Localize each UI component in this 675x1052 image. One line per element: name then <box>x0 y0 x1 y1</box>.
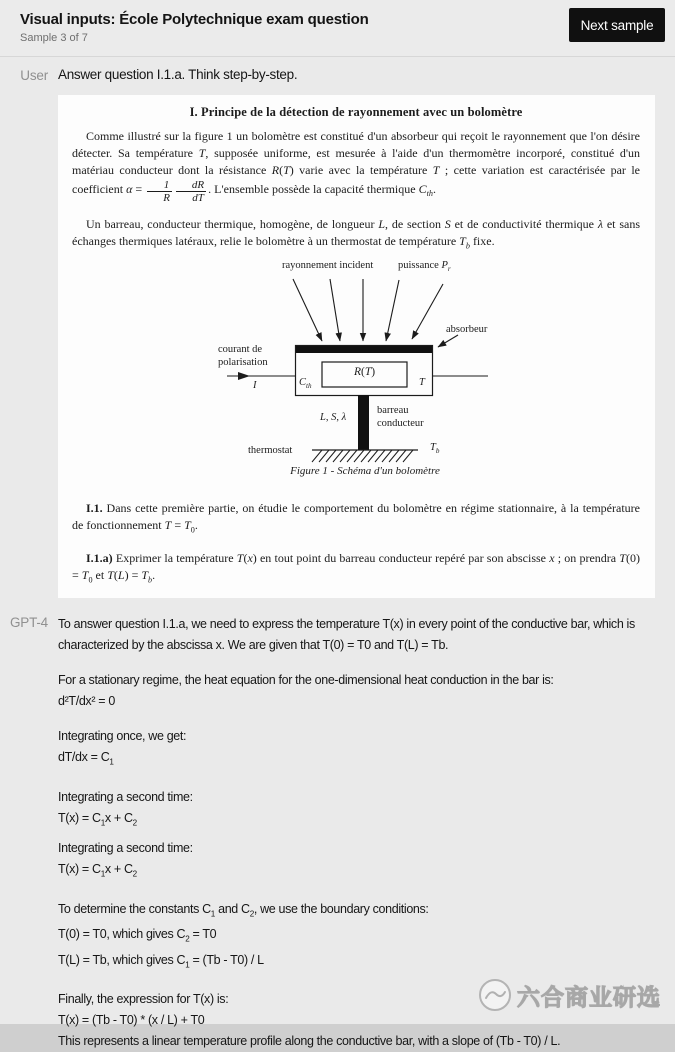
label-rayonnement-incident: rayonnement incident <box>282 259 374 271</box>
answer-paragraph: To determine the constants $C_1$ and $C_2$, we use the boundary conditions: T(0) = T0, which gives $C_2 = T0$ T(L) = Tb, which gives $C_1 = (Tb - T0) / L$ <box>58 901 429 970</box>
page-title: Visual inputs: École Polytechnique exam question <box>20 11 369 28</box>
label-barreau-line2: conducteur <box>377 417 424 429</box>
label-temperature-t: T <box>419 376 425 388</box>
label-tb: $T_b$ <box>430 441 440 455</box>
header <box>0 0 675 57</box>
label-cth: $C_{th}$ <box>299 376 312 390</box>
label-absorbeur: absorbeur <box>446 323 488 335</box>
label-resistance: R(T) <box>353 365 376 378</box>
answer-paragraph: To answer question I.1.a, we need to express the temperature T(x) in every point of the conductive bar, which is characterized by the abscissa x. We are given that T(0) = T0 and T(L) = Tb. <box>58 617 635 653</box>
doc-question-i1a: I.1.a) Exprimer la température T(x) en tout point du barreau conducteur repéré par son abscisse x ; on prendra $T(0) = T_0$ et $T(L) = T_b$. <box>72 550 640 585</box>
answer-paragraph: For a stationary regime, the heat equation for the one-dimensional heat conduction in the bar is: d²T/dx² = 0 <box>58 673 554 709</box>
label-courant-line2: polarisation <box>218 356 268 368</box>
label-current-i: I <box>253 379 257 391</box>
thermostat-hatching <box>312 450 413 462</box>
label-thermostat: thermostat <box>248 444 293 456</box>
user-role-label: User <box>20 68 48 83</box>
bolometer-figure <box>170 259 510 487</box>
doc-paragraph-1: Comme illustré sur la figure 1 un bolomètre est constitué d'un absorbeur qui reçoit le rayonnement que l'on désire détecter. Sa température T, supposée uniforme, est mesurée à l'aide d'un thermomètre incorporé, constitué d'un matériau conducteur dont la résistance R(T) varie avec la température T ; cette variation est caractérisée par le coefficient α = $\frac{1}{R}$ $\frac{dR}{dT}$ . L'ensemble possède la capacité thermique $C_{th}$. <box>72 129 641 205</box>
label-l-s-lambda: L, S, λ <box>320 411 347 423</box>
figure-caption: Figure 1 - Schéma d'un bolomètre <box>290 464 440 477</box>
label-courant-line1: courant de <box>218 343 263 355</box>
absorber-pointer-arrow <box>438 335 458 347</box>
assistant-answer <box>58 614 662 1052</box>
sample-counter: Sample 3 of 7 <box>20 32 88 44</box>
answer-paragraph: Integrating once, we get: $dT/dx = C_1$ <box>58 729 187 767</box>
current-arrowhead <box>238 372 250 380</box>
next-sample-button[interactable]: Next sample <box>569 8 665 42</box>
radiation-arrows <box>293 279 443 341</box>
doc-title: I. Principe de la détection de rayonnement avec un bolomètre <box>189 105 523 119</box>
conductive-bar <box>358 395 369 450</box>
assistant-role-label: GPT-4 <box>9 615 48 631</box>
assistant-message-row <box>0 614 675 1052</box>
answer-paragraph: Integrating a second time: $T(x) = C_1x + C_2$ <box>58 841 193 879</box>
label-puissance: puissance $P_r$ <box>398 259 451 273</box>
doc-paragraph-2: Un barreau, conducteur thermique, homogène, de longueur L, de section S et de conductivité thermique λ et sans échanges thermiques latéraux, relie le bolomètre à un thermostat de température $T_b$ fixe. <box>72 217 640 251</box>
exam-document <box>58 95 655 598</box>
watermark-text: 六合商业研选 <box>517 983 661 1010</box>
answer-paragraph: Finally, the expression for T(x) is: T(x) = (Tb - T0) * (x / L) + T0 This represents a linear temperature profile along the conductive bar, with a slope of (Tb - T0) / L. <box>58 992 561 1049</box>
user-message-row <box>0 57 675 89</box>
answer-paragraph: Integrating a second time: $T(x) = C_1x + C_2$ <box>58 789 193 828</box>
absorber-bar <box>295 345 433 353</box>
label-barreau-line1: barreau <box>377 404 409 416</box>
user-message: Answer question I.1.a. Think step-by-step. <box>58 67 298 82</box>
doc-question-i1: I.1. Dans cette première partie, on étudie le comportement du bolomètre en régime stationnaire, à la température de fonctionnement $T = T_0$. <box>72 500 640 534</box>
